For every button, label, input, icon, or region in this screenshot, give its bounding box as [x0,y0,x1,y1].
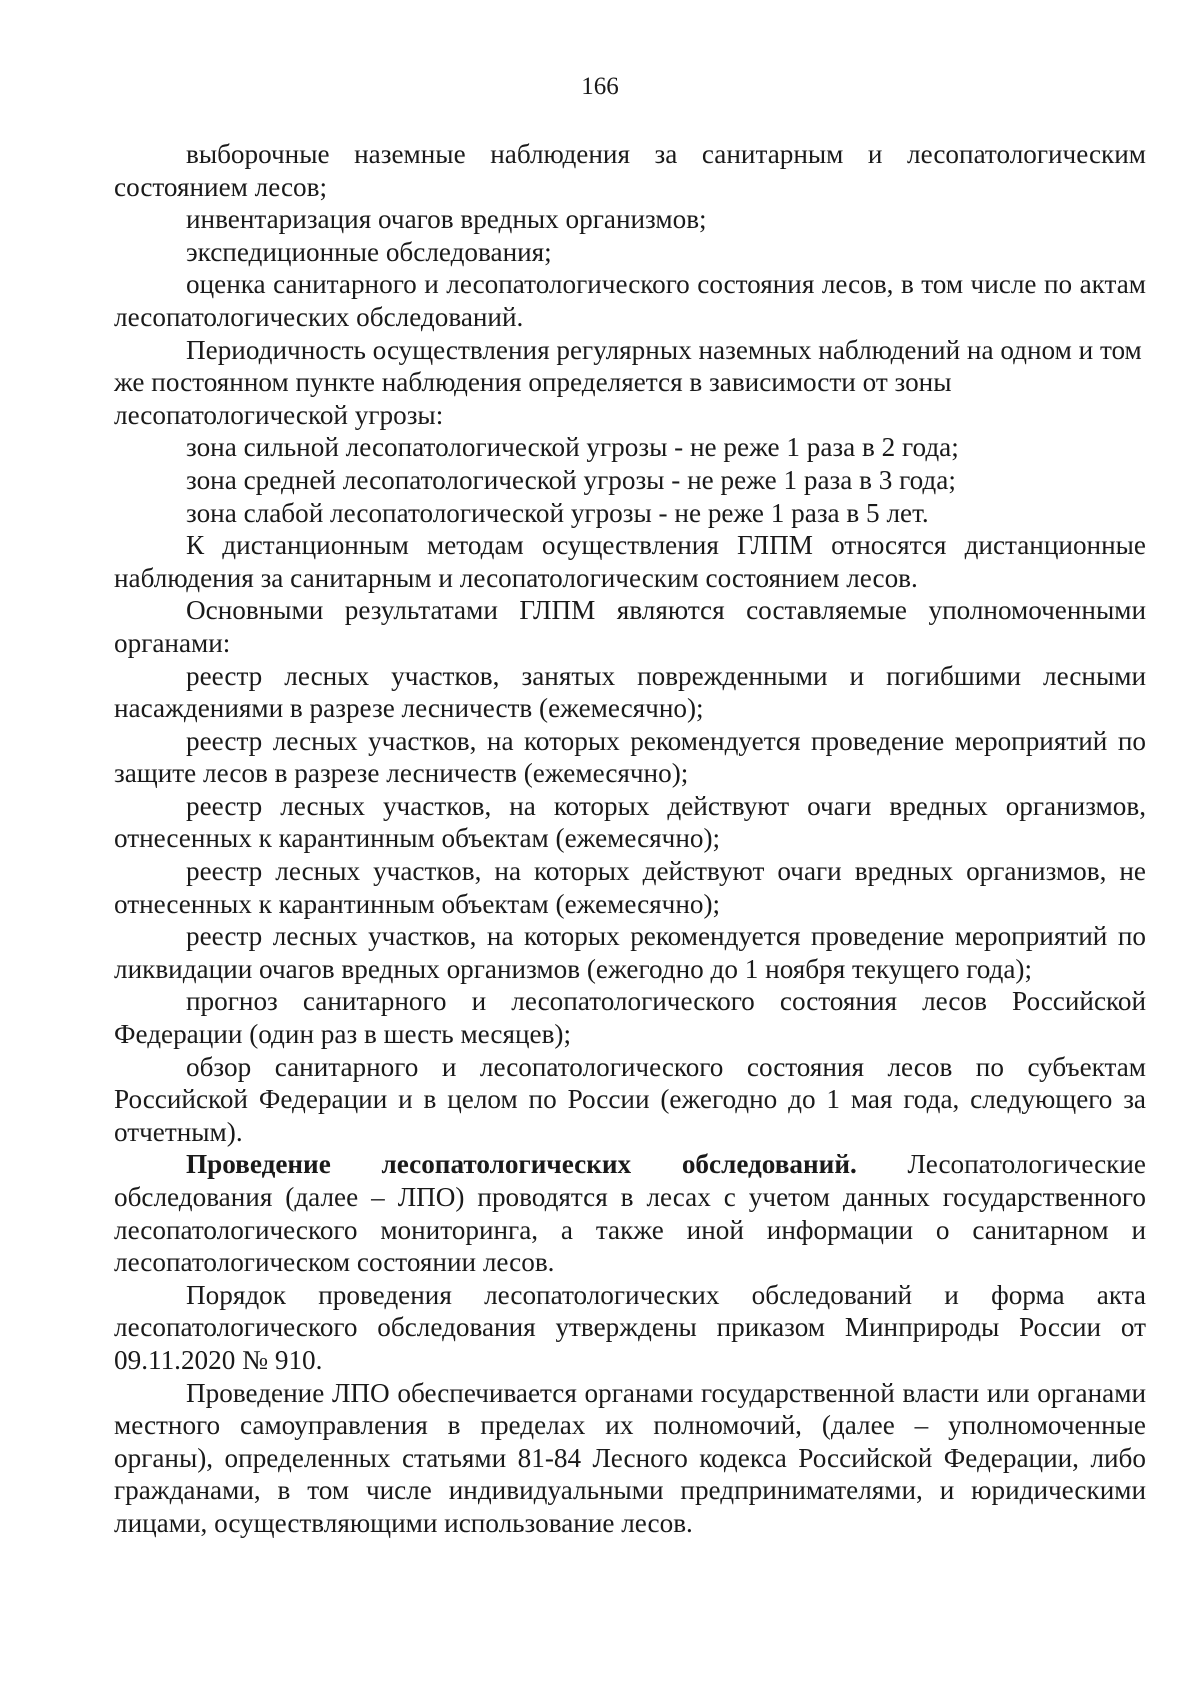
paragraph-8: зона слабой лесопатологической угрозы - не реже 1 раза в 5 лет. [186,497,929,528]
section-heading: Проведение лесопатологических обследований. [186,1149,857,1180]
paragraph-11: реестр лесных участков, занятых поврежденными и погибшими лесными насаждениями в разрезе лесничеств (ежемесячно); [114,660,1146,724]
paragraph-17: обзор санитарного и лесопатологического состояния лесов по субъектам Российской Федерации и в целом по России (ежегодно до 1 мая года, следующего за отчетным). [114,1051,1146,1147]
paragraph-15: реестр лесных участков, на которых рекомендуется проведение мероприятий по ликвидации очагов вредных организмов (ежегодно до 1 ноября текущего года); [114,921,1146,984]
paragraph-1: выборочные наземные наблюдения за санитарным и лесопатологическим состоянием лесов; [114,139,1146,202]
paragraph-5: Периодичность осуществления регулярных наземных наблюдений на одном и том же постоянном пункте наблюдения определяется в зависимости от зоны лесопатологической угрозы: [114,334,1142,430]
paragraph-19: Порядок проведения лесопатологических обследований и форма акта лесопатологического обследования утверждены приказом Минприроды России от 09.11.2020 № 910. [114,1279,1146,1375]
paragraph-2: инвентаризация очагов вредных организмов; [186,204,707,235]
paragraph-4: оценка санитарного и лесопатологического состояния лесов, в том числе по актам лесопатологических обследований. [114,269,1146,332]
document-body [114,138,1146,1540]
paragraph-12: реестр лесных участков, на которых рекомендуется проведение мероприятий по защите лесов в разрезе лесничеств (ежемесячно); [114,725,1146,789]
paragraph-13: реестр лесных участков, на которых действуют очаги вредных организмов, отнесенных к карантинным объектам (ежемесячно); [114,790,1146,854]
paragraph-16: прогноз санитарного и лесопатологического состояния лесов Российской Федерации (один раз в шесть месяцев); [114,986,1146,1050]
paragraph-14: реестр лесных участков, на которых действуют очаги вредных организмов, не отнесенных к карантинным объектам (ежемесячно); [114,856,1146,919]
page-number: 166 [581,73,619,100]
paragraph-7: зона средней лесопатологической угрозы - не реже 1 раза в 3 года; [186,464,956,495]
paragraph-3: экспедиционные обследования; [186,236,552,267]
paragraph-18: Проведение лесопатологических обследований. Лесопатологические обследования (далее – ЛПО) проводятся в лесах с учетом данных государственного лесопатологического мониторинга, а также иной информации о санитарном и лесопатологическом состоянии лесов. [114,1149,1146,1278]
paragraph-10: Основными результатами ГЛПМ являются составляемые уполномоченными органами: [114,595,1146,658]
paragraph-20: Проведение ЛПО обеспечивается органами государственной власти или органами местного самоуправления в пределах их полномочий, (далее – уполномоченные органы), определенных статьями 81-84 Лесного кодекса Российской Федерации, либо гражданами, в том числе индивидуальными предпринимателями, и юридическими лицами, осуществляющими использование лесов. [114,1377,1146,1538]
paragraph-9: К дистанционным методам осуществления ГЛПМ относятся дистанционные наблюдения за санитарным и лесопатологическим состоянием лесов. [114,530,1146,593]
paragraph-6: зона сильной лесопатологической угрозы - не реже 1 раза в 2 года; [186,432,959,463]
